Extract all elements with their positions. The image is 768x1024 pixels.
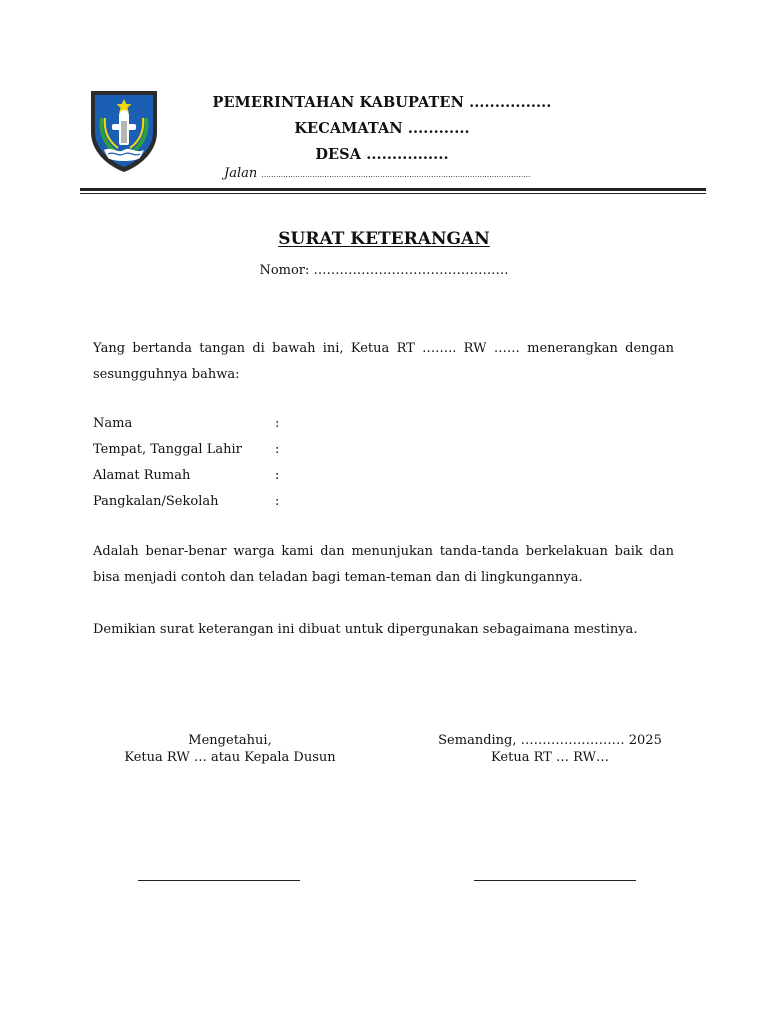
intro-paragraph: Yang bertanda tangan di bawah ini, Ketua RT …….. RW …… menerangkan dengan sesungguhnya bahwa: <box>93 341 674 382</box>
field-label: Nama <box>93 416 133 431</box>
document-number: Nomor: ……………………………………… <box>259 263 509 278</box>
signature-block-right <box>430 732 670 766</box>
field-colon: : <box>275 442 280 457</box>
signature-block-left <box>110 732 350 766</box>
address-label: Jalan <box>224 166 258 181</box>
field-label: Tempat, Tanggal Lahir <box>93 442 242 457</box>
document-title <box>0 229 768 249</box>
field-row-birth <box>93 437 493 463</box>
field-colon: : <box>275 468 280 483</box>
field-row-school <box>93 489 493 515</box>
letterhead-address <box>224 166 531 181</box>
letterhead-rule-thick <box>80 188 706 191</box>
signature-left-line2: Ketua RW … atau Kepala Dusun <box>124 750 336 765</box>
signature-right-line2: Ketua RT … RW… <box>491 750 609 765</box>
letterhead-district: KECAMATAN ............ <box>294 120 470 137</box>
letterhead-government: PEMERINTAHAN KABUPATEN ................ <box>212 94 552 111</box>
statement-paragraph: Adalah benar-benar warga kami dan menunjukan tanda-tanda berkelakuan baik dan bisa menjadi contoh dan teladan bagi teman-teman dan di lingkungannya. <box>93 544 674 585</box>
closing-paragraph: Demikian surat keterangan ini dibuat untuk dipergunakan sebagaimana mestinya. <box>93 622 638 637</box>
letterhead-rule-thin <box>80 193 706 194</box>
field-row-address <box>93 463 493 489</box>
signature-line-left <box>138 880 300 881</box>
field-colon: : <box>275 494 280 509</box>
document-title-text: SURAT KETERANGAN <box>278 229 490 249</box>
field-row-nama <box>93 411 493 437</box>
regency-emblem-icon <box>88 88 160 174</box>
signature-left-line1: Mengetahui, <box>188 733 272 748</box>
field-colon: : <box>275 416 280 431</box>
field-label: Pangkalan/Sekolah <box>93 494 219 509</box>
signature-right-line1: Semanding, …………………… 2025 <box>438 733 662 748</box>
address-placeholder: ............................................................................................................... <box>261 171 531 179</box>
field-label: Alamat Rumah <box>93 468 191 483</box>
signature-line-right <box>474 880 636 881</box>
letterhead-village: DESA ................ <box>315 146 449 163</box>
